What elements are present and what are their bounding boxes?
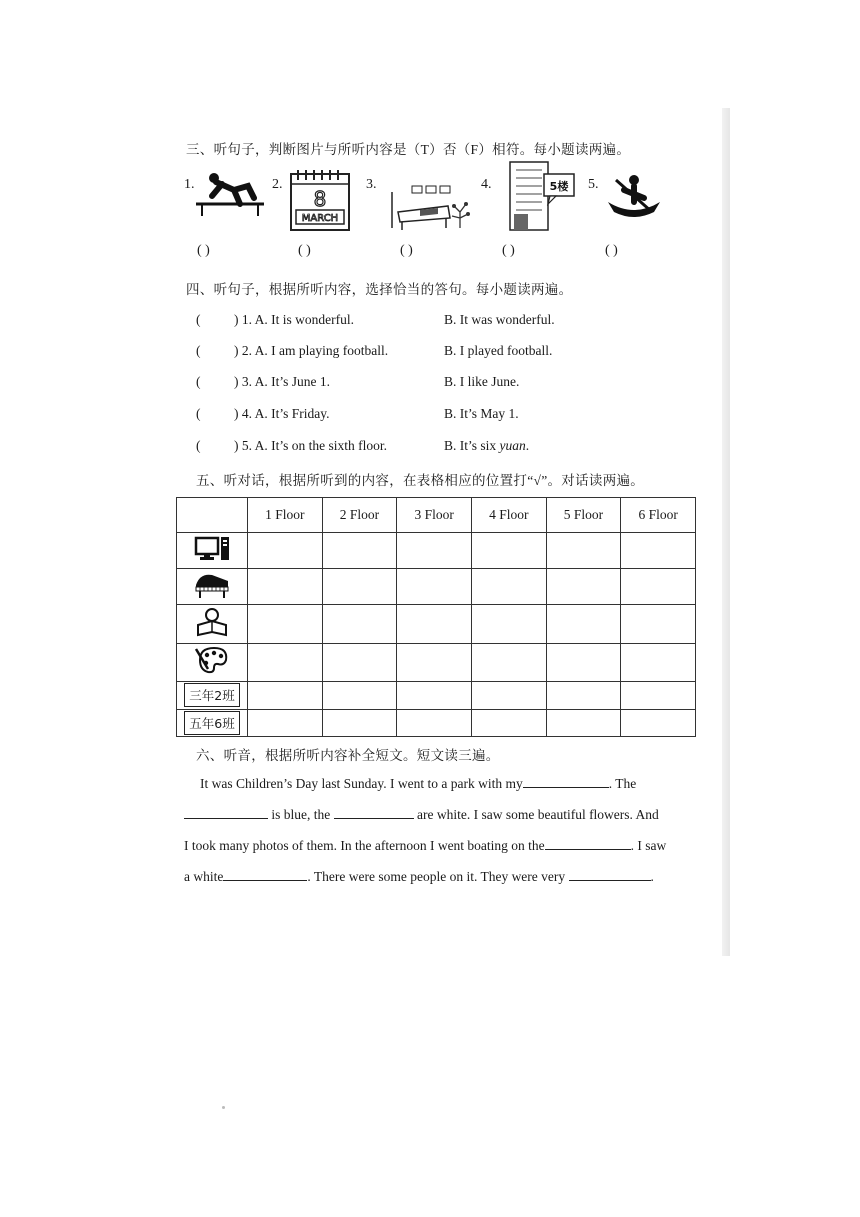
question-row-5 [196, 438, 529, 454]
row-head [177, 709, 248, 736]
table-cell[interactable] [471, 709, 546, 736]
row-head [177, 569, 248, 605]
table-cell[interactable] [546, 643, 621, 681]
class-label: 五年6班 [184, 711, 239, 735]
answer-bracket[interactable]: ( [196, 374, 201, 389]
table-row-library [177, 605, 696, 643]
passage-text: I took many photos of them. In the afternoon I went boating on the [184, 838, 545, 853]
section3-heading: 三、听句子，判断图片与所听内容是（T）否（F）相符。每小题读两遍。 [186, 142, 631, 157]
option-a: ) 5. A. It’s on the sixth floor. [234, 438, 387, 453]
question-row-3 [196, 374, 519, 390]
option-a: ) 4. A. It’s Friday. [234, 406, 330, 421]
table-cell[interactable] [322, 533, 397, 569]
table-cell[interactable] [248, 682, 323, 709]
table-cell[interactable] [322, 569, 397, 605]
library-reading-icon [192, 607, 232, 637]
table-corner-cell [177, 498, 248, 533]
table-cell[interactable] [471, 569, 546, 605]
answer-parenthesis-4[interactable]: ( ) [502, 243, 515, 258]
table-cell[interactable] [248, 569, 323, 605]
answer-parenthesis-2[interactable]: ( ) [298, 243, 311, 258]
answer-bracket[interactable]: ( [196, 312, 201, 327]
answer-parenthesis-5[interactable]: ( ) [605, 243, 618, 258]
table-cell[interactable] [397, 605, 472, 643]
table-cell[interactable] [546, 605, 621, 643]
table-row-art [177, 643, 696, 681]
table-cell[interactable] [397, 709, 472, 736]
fill-blank-5[interactable] [223, 868, 307, 881]
boating-icon [604, 172, 664, 224]
picture-number-1: 1. [184, 177, 195, 192]
question-row-2 [196, 343, 552, 359]
passage-text: is blue, the [271, 807, 331, 822]
option-b: B. It’s six yuan. [444, 438, 530, 453]
answer-bracket[interactable]: ( [196, 406, 201, 421]
table-cell[interactable] [621, 709, 696, 736]
fill-blank-2[interactable] [184, 806, 268, 819]
column-header: 5 Floor [546, 498, 621, 533]
table-cell[interactable] [546, 569, 621, 605]
picture-number-3: 3. [366, 177, 377, 192]
floor-sign: 5楼 [549, 180, 569, 193]
table-cell[interactable] [322, 709, 397, 736]
column-header: 1 Floor [248, 498, 323, 533]
table-cell[interactable] [621, 569, 696, 605]
page-edge-shadow [722, 108, 730, 956]
row-head [177, 533, 248, 569]
table-cell[interactable] [621, 682, 696, 709]
section5-heading: 五、听对话，根据所听到的内容，在表格相应的位置打“√”。对话读两遍。 [196, 473, 645, 488]
table-cell[interactable] [248, 605, 323, 643]
building-floor-icon [504, 160, 580, 232]
table-cell[interactable] [546, 682, 621, 709]
computer-icon [192, 535, 232, 563]
table-cell[interactable] [397, 569, 472, 605]
scan-speck [222, 1106, 225, 1109]
fill-blank-1[interactable] [523, 775, 609, 788]
answer-bracket[interactable]: ( [196, 438, 201, 453]
option-b: B. It was wonderful. [444, 312, 555, 327]
row-head [177, 682, 248, 709]
table-cell[interactable] [471, 682, 546, 709]
option-b: B. I like June. [444, 374, 520, 389]
passage-text: a white [184, 869, 224, 884]
table-cell[interactable] [471, 605, 546, 643]
passage-text: It was Children’s Day last Sunday. I went to a park with my [200, 776, 523, 791]
option-b: B. It’s May 1. [444, 406, 519, 421]
table-cell[interactable] [546, 533, 621, 569]
column-header: 6 Floor [621, 498, 696, 533]
answer-parenthesis-1[interactable]: ( ) [197, 243, 210, 258]
passage-line-3 [184, 837, 666, 854]
passage-line-2 [184, 806, 659, 823]
table-cell[interactable] [397, 533, 472, 569]
answer-parenthesis-3[interactable]: ( ) [400, 243, 413, 258]
passage-text: . [650, 869, 654, 884]
table-cell[interactable] [546, 709, 621, 736]
table-row-piano [177, 569, 696, 605]
option-a: ) 2. A. I am playing football. [234, 343, 389, 358]
piano-icon [192, 571, 232, 599]
section4-heading: 四、听句子，根据所听内容，选择恰当的答句。每小题读两遍。 [186, 282, 573, 297]
table-cell[interactable] [248, 533, 323, 569]
option-a: ) 1. A. It is wonderful. [234, 312, 354, 327]
picture-number-5: 5. [588, 177, 599, 192]
classroom-desk-icon [388, 182, 472, 232]
table-header-row [177, 498, 696, 533]
table-cell[interactable] [621, 643, 696, 681]
fill-blank-4[interactable] [545, 837, 631, 850]
question-row-4 [196, 406, 519, 422]
option-a: ) 3. A. It’s June 1. [234, 374, 330, 389]
table-cell[interactable] [471, 643, 546, 681]
table-row-class-5-6 [177, 709, 696, 736]
high-jump-icon [196, 170, 266, 220]
table-row-computer [177, 533, 696, 569]
option-b: B. I played football. [444, 343, 553, 358]
calendar-day: 8 [313, 187, 327, 211]
passage-text: . There were some people on it. They were very [307, 869, 566, 884]
section6-heading: 六、听音，根据所听内容补全短文。短文读三遍。 [196, 748, 500, 763]
table-row-class-3-2 [177, 682, 696, 709]
table-cell[interactable] [248, 643, 323, 681]
answer-bracket[interactable]: ( [196, 343, 201, 358]
fill-blank-3[interactable] [334, 806, 414, 819]
passage-line-1 [200, 775, 636, 792]
table-cell[interactable] [621, 533, 696, 569]
table-cell[interactable] [322, 643, 397, 681]
floor-table [176, 497, 696, 737]
table-cell[interactable] [322, 682, 397, 709]
table-cell[interactable] [621, 605, 696, 643]
table-cell[interactable] [322, 605, 397, 643]
fill-blank-6[interactable] [569, 868, 651, 881]
calendar-icon [288, 168, 352, 234]
column-header: 4 Floor [471, 498, 546, 533]
table-cell[interactable] [397, 643, 472, 681]
class-label: 三年2班 [184, 683, 239, 707]
picture-number-4: 4. [481, 177, 492, 192]
passage-text: . The [608, 776, 637, 791]
table-cell[interactable] [248, 709, 323, 736]
row-head [177, 643, 248, 681]
table-cell[interactable] [471, 533, 546, 569]
art-palette-icon [192, 645, 232, 675]
row-head [177, 605, 248, 643]
calendar-month: MARCH [301, 213, 339, 224]
picture-number-2: 2. [272, 177, 283, 192]
table-cell[interactable] [397, 682, 472, 709]
passage-text: are white. I saw some beautiful flowers. And [417, 807, 659, 822]
column-header: 3 Floor [397, 498, 472, 533]
column-header: 2 Floor [322, 498, 397, 533]
passage-line-4 [184, 868, 654, 885]
question-row-1 [196, 312, 555, 328]
passage-text: . I saw [630, 838, 667, 853]
